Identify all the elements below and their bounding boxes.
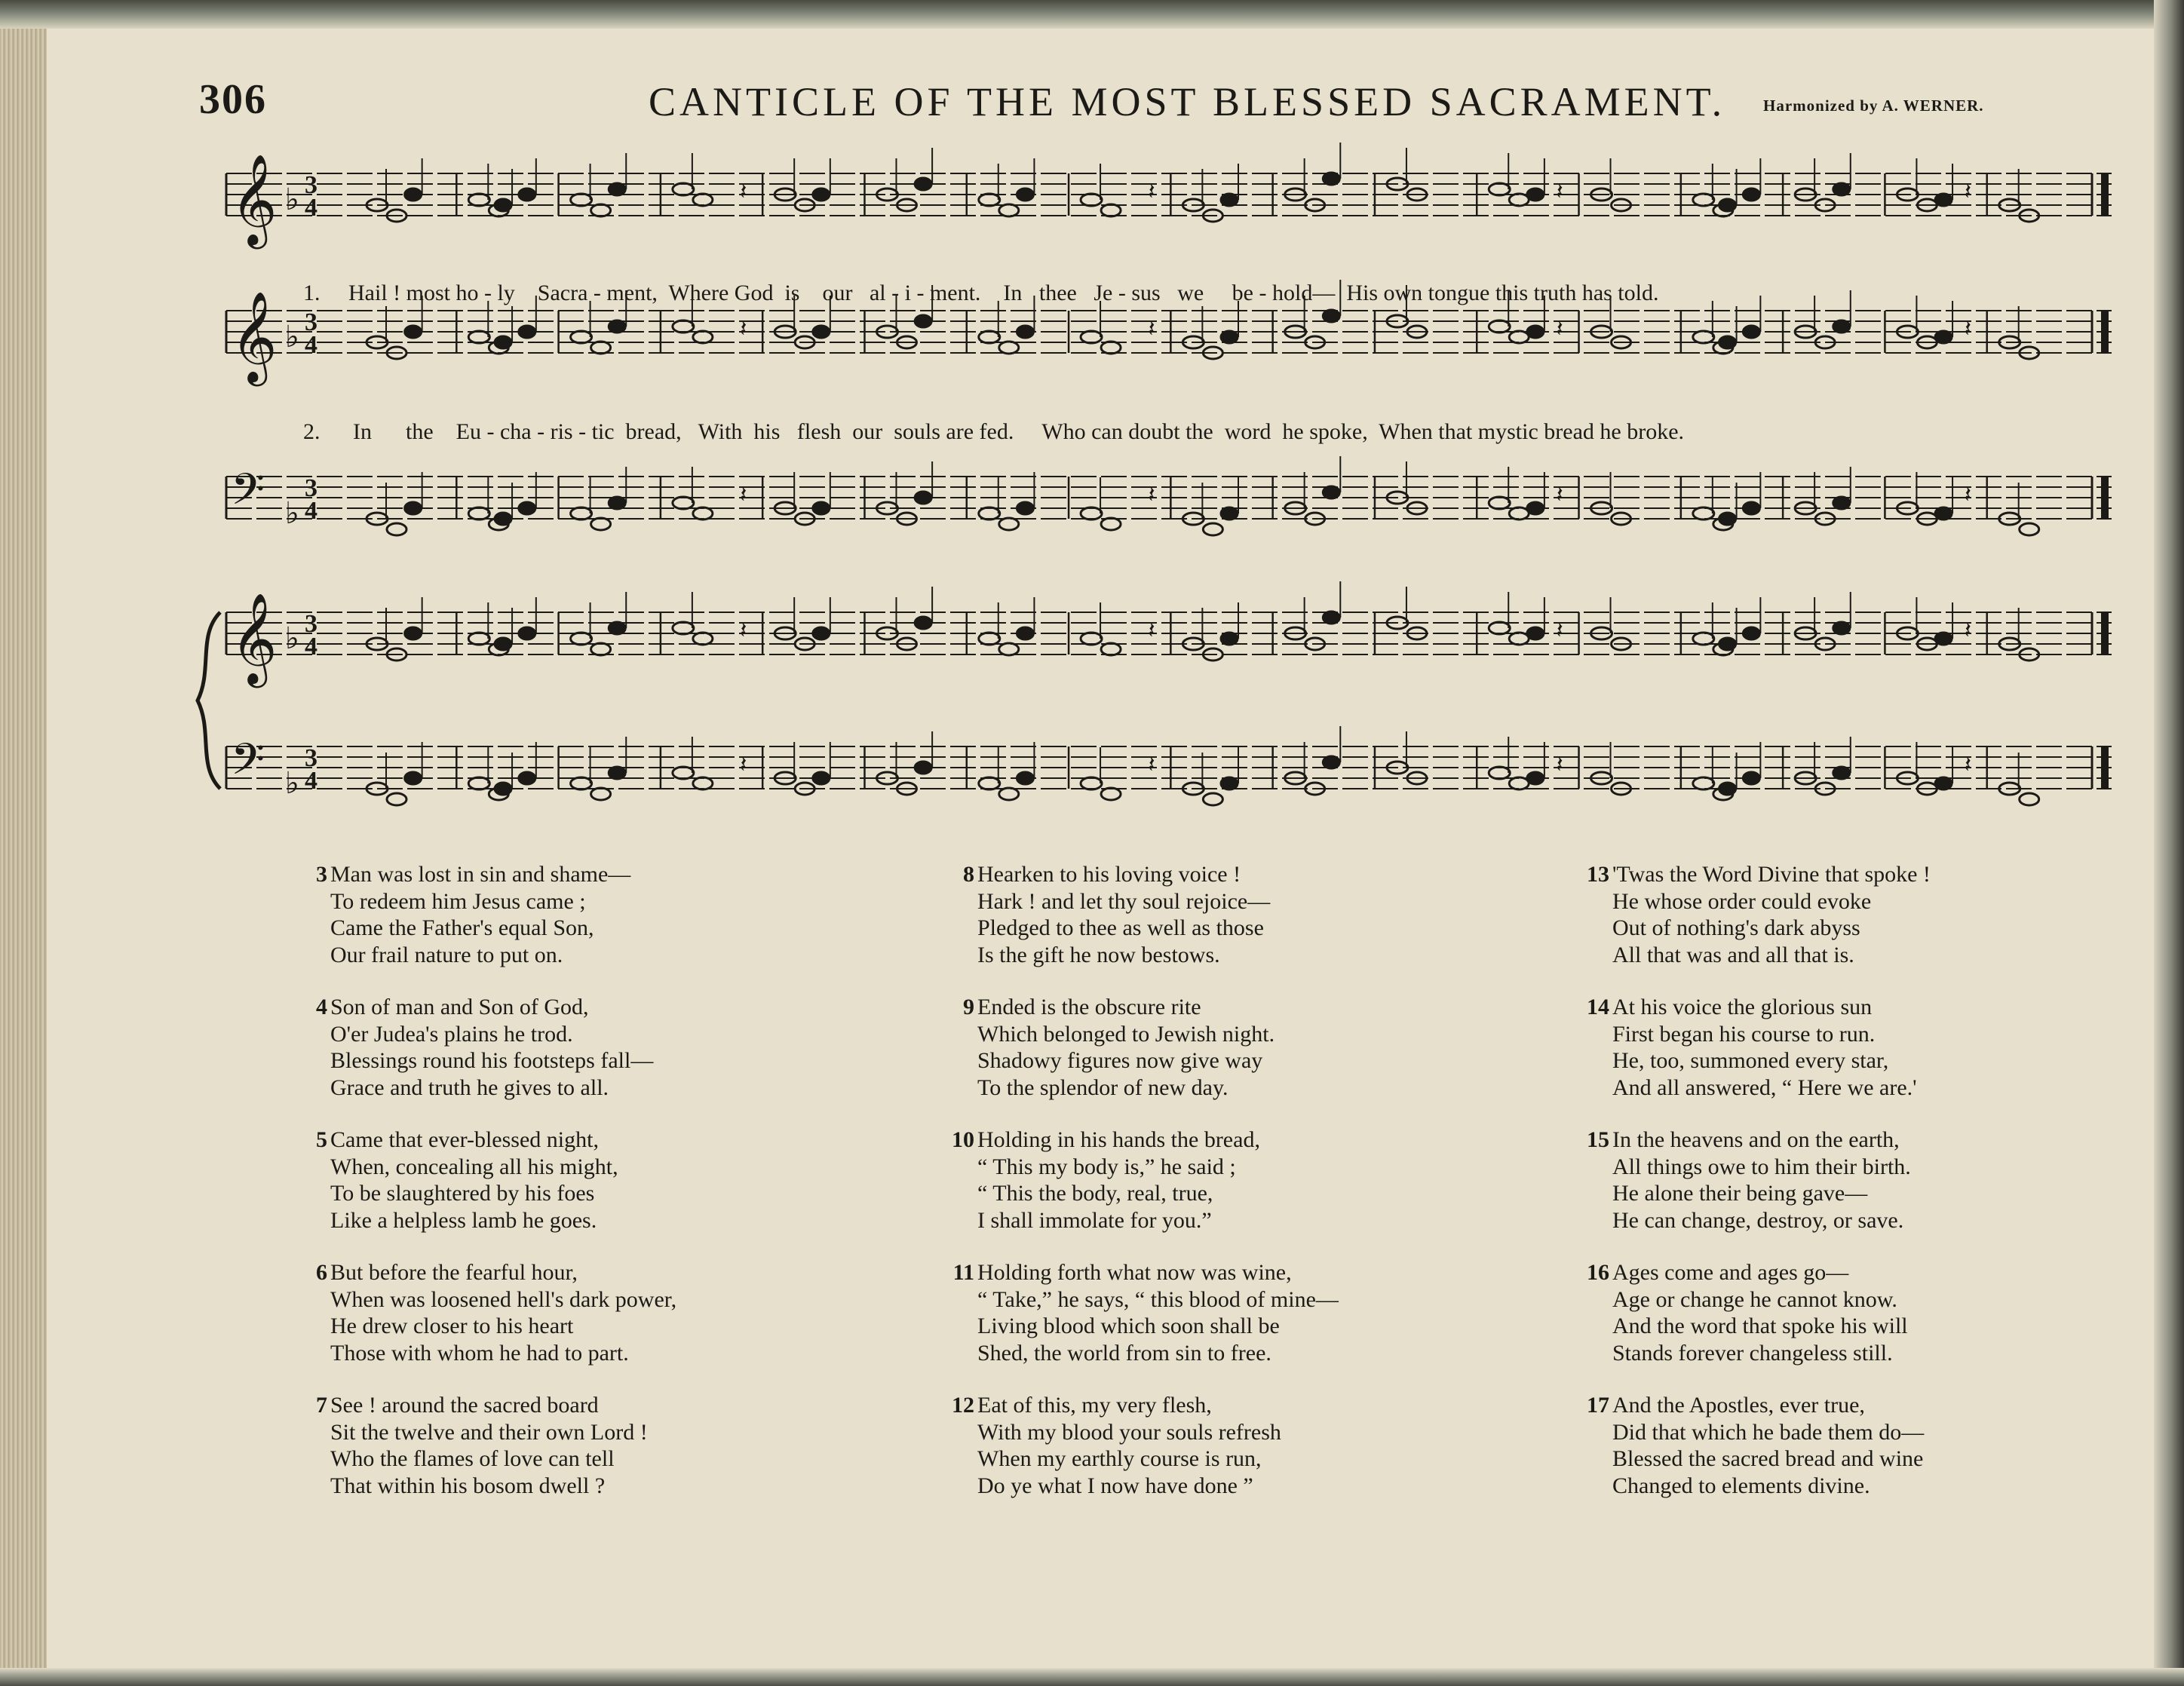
stanza-5 [316,1127,618,1234]
note-head [1527,189,1544,201]
note-head [1323,310,1339,322]
note-head [468,194,489,206]
stanza-number: 17 [1587,1393,1609,1418]
note-head-harmony [2020,793,2039,805]
note-head [1017,772,1033,784]
stanza-line: All things owe to him their birth. [1612,1154,1911,1179]
rest-icon: 𝄽 [1964,483,1971,507]
note-head [673,497,694,509]
stanza-number: 15 [1587,1127,1609,1152]
note-head [1743,326,1759,338]
note-head [571,507,592,520]
note-head [468,777,489,789]
note-head [1743,502,1759,514]
stanza-line: He can change, destroy, or save. [1612,1207,1904,1233]
stanza-line: Ages come and ages go— [1612,1260,1849,1285]
lyric-verse-number-2: 2. [303,419,321,444]
note-head [1693,331,1714,343]
note-head [468,633,489,645]
stanza-line: All that was and all that is. [1612,942,1854,967]
rest-icon: 𝄽 [740,753,747,777]
stanza-line: Grace and truth he gives to all. [330,1074,609,1100]
stanza-11 [952,1259,1339,1366]
stanza-line: Sit the twelve and their own Lord ! [330,1419,648,1445]
stanza-line: Came the Father's equal Son, [330,915,594,940]
note-head [609,497,625,509]
note-head [495,638,511,650]
stanza-line: Blessings round his footsteps fall— [330,1048,654,1073]
stanza-line: See ! around the sacred board [330,1393,599,1418]
note-head [673,622,694,634]
stanza-10 [952,1127,1260,1234]
note-head-harmony [591,342,611,354]
stanza-line: He alone their being gave— [1612,1181,1868,1206]
stanza-13 [1587,861,1931,968]
note-head [1719,783,1736,795]
stanza-number: 7 [316,1393,327,1418]
treble-clef-icon: 𝄞 [231,290,278,382]
treble-clef-icon: 𝄞 [231,153,278,245]
key-signature-flat-icon: ♭ [285,496,299,530]
note-head [1221,331,1238,343]
key-signature-flat-icon: ♭ [285,182,299,216]
note-head [405,189,422,201]
stanza-line: Like a helpless lamb he goes. [330,1207,597,1233]
stanza-line: Man was lost in sin and shame— [330,862,631,887]
brace-icon [198,612,220,789]
note-head-harmony [693,777,713,789]
stanza-line: Holding forth what now was wine, [977,1260,1292,1285]
note-head [1527,326,1544,338]
stanza-number: 11 [952,1260,974,1285]
stanza-line: At his voice the glorious sun [1612,995,1873,1019]
final-barline [2101,746,2109,789]
note-head [1081,331,1102,343]
note-head [495,336,511,348]
stanza-number: 6 [316,1260,327,1285]
note-head [468,331,489,343]
stanza-line: With my blood your souls refresh [977,1419,1281,1445]
note-head [405,627,422,639]
stanza-line: Out of nothing's dark abyss [1612,915,1860,940]
note-head [1935,633,1952,645]
stanza-line: “ This the body, real, true, [977,1181,1213,1206]
note-head-harmony [1101,204,1121,216]
stanza-17 [1587,1392,1925,1499]
stanza-line: He, too, summoned every star, [1612,1048,1889,1073]
note-head [1833,497,1850,509]
note-head-harmony [1101,643,1121,655]
final-barline [2101,612,2109,654]
note-head [1527,627,1544,639]
stanza-15 [1587,1127,1911,1234]
stanza-line: In the heavens and on the earth, [1612,1127,1900,1152]
note-head [571,194,592,206]
note-head-harmony [693,331,713,343]
stanza-line: Shadowy figures now give way [977,1048,1263,1073]
note-head [979,194,1000,206]
stanza-line: But before the fearful hour, [330,1260,578,1285]
note-head-harmony [999,342,1019,354]
note-head-harmony [1101,788,1121,800]
stanza-12 [952,1392,1281,1499]
stanza-3 [316,861,631,968]
note-head [1489,767,1510,779]
note-head-harmony [1101,342,1121,354]
note-head [609,622,625,634]
stanza-line: Changed to elements divine. [1612,1473,1870,1498]
stanza-line: Who the flames of love can tell [330,1446,615,1471]
note-head [1693,194,1714,206]
rest-icon: 𝄽 [740,317,747,342]
stanza-line: When my earthly course is run, [977,1446,1262,1471]
arranger-credit: Harmonized by A. WERNER. [1763,97,1984,115]
stanza-line: That within his bosom dwell ? [330,1473,606,1498]
stanza-9 [963,994,1275,1101]
note-head [1081,194,1102,206]
stanza-line: To be slaughtered by his foes [330,1181,595,1206]
bass-clef-icon: 𝄢 [231,734,265,795]
staff-5 [226,726,2112,805]
rest-icon: 𝄽 [1148,317,1155,342]
note-head [1693,633,1714,645]
stanza-number: 10 [952,1127,974,1152]
note-head [1017,326,1033,338]
stanza-7 [316,1392,648,1499]
note-head-harmony [387,523,406,535]
time-signature-denominator: 4 [305,633,317,661]
rest-icon: 𝄽 [1148,618,1155,643]
stanza-number: 16 [1587,1260,1609,1285]
time-signature-numerator: 3 [305,474,317,502]
bass-clef-icon: 𝄢 [231,464,265,526]
lyric-line-verse-2: In the Eu - cha - ris - tic bread, With his flesh our souls are fed. Who can doubt the word he spoke, When that mystic bread he broke. [353,419,1685,444]
note-head [1719,199,1736,211]
stanza-line: He whose order could evoke [1612,888,1872,914]
rest-icon: 𝄽 [1964,179,1971,204]
note-head [609,320,625,333]
rest-icon: 𝄽 [1964,618,1971,643]
note-head-harmony [591,643,611,655]
rest-icon: 𝄽 [1556,483,1563,507]
note-head-harmony [591,204,611,216]
note-head [1017,627,1033,639]
note-head [979,777,1000,789]
stanza-line: Pledged to thee as well as those [977,915,1264,940]
stanza-line: Do ye what I now have done ” [977,1473,1253,1498]
time-signature-numerator: 3 [305,171,317,199]
note-head [1489,622,1510,634]
time-signature-denominator: 4 [305,331,317,359]
note-head-harmony [1509,777,1529,789]
note-head-harmony [591,518,611,530]
note-head-harmony [999,643,1019,655]
note-head [673,767,694,779]
note-head [813,326,830,338]
stanza-line: First began his course to run. [1612,1021,1876,1047]
note-head [1323,612,1339,624]
key-signature-flat-icon: ♭ [285,766,299,800]
stanza-number: 9 [963,995,974,1019]
rest-icon: 𝄽 [1556,753,1563,777]
note-head [1935,777,1952,789]
note-head [1221,777,1238,789]
stanza-line: I shall immolate for you.” [977,1207,1212,1233]
lyric-line-verse-1: Hail ! most ho - ly Sacra - ment, Where God is our al - i - ment. In thee Je - sus we be - hold— His own tongue this truth has told. [348,280,1659,305]
note-head [915,617,931,629]
note-head [495,783,511,795]
stanza-line: O'er Judea's plains he trod. [330,1021,573,1047]
note-head [1017,502,1033,514]
note-head [1743,627,1759,639]
note-head [1081,777,1102,789]
note-head-harmony [1509,331,1529,343]
note-head [1833,622,1850,634]
note-head-harmony [1203,793,1222,805]
stanza-line: Hearken to his loving voice ! [977,862,1241,887]
note-head-harmony [693,507,713,520]
rest-icon: 𝄽 [1148,483,1155,507]
rest-icon: 𝄽 [1556,179,1563,204]
note-head-harmony [2020,523,2039,535]
time-signature-denominator: 4 [305,497,317,525]
note-head [673,183,694,195]
rest-icon: 𝄽 [1556,317,1563,342]
note-head [609,767,625,779]
rest-icon: 𝄽 [1556,618,1563,643]
note-head [609,183,625,195]
final-barline [2101,477,2109,519]
stanza-line: Those with whom he had to part. [330,1340,629,1366]
stanza-line: Shed, the world from sin to free. [977,1340,1271,1366]
note-head [1081,633,1102,645]
note-head [915,178,931,190]
stanza-6 [316,1259,677,1366]
note-head [571,633,592,645]
note-head [405,502,422,514]
staff-1 [226,143,2112,249]
stanza-line: When was loosened hell's dark power, [330,1286,677,1312]
stanza-line: Holding in his hands the bread, [977,1127,1260,1152]
stanza-number: 12 [952,1393,974,1418]
stanza-line: When, concealing all his might, [330,1154,618,1179]
stanza-line: And the Apostles, ever true, [1612,1393,1865,1418]
note-head [1221,633,1238,645]
note-head [1833,767,1850,779]
stanza-line: Hark ! and let thy soul rejoice— [977,888,1271,914]
note-head [405,326,422,338]
rest-icon: 𝄽 [1148,753,1155,777]
stanza-line: To the splendor of new day. [977,1074,1228,1100]
stanza-line: He drew closer to his heart [330,1314,574,1338]
note-head [1527,502,1544,514]
final-barline [2101,173,2109,216]
note-head [673,320,694,333]
final-barline [2101,311,2109,353]
rest-icon: 𝄽 [1964,753,1971,777]
note-head [1323,486,1339,498]
stanza-line: To redeem him Jesus came ; [330,888,586,914]
rest-icon: 𝄽 [740,179,747,204]
note-head [519,627,535,639]
stanza-line: And all answered, “ Here we are.' [1612,1074,1917,1100]
stanza-8 [963,861,1271,968]
note-head [1081,507,1102,520]
note-head [1323,173,1339,185]
stanza-line: Eat of this, my very flesh, [977,1393,1212,1418]
note-head [1719,336,1736,348]
stanza-line: “ This my body is,” he said ; [977,1154,1236,1179]
stanza-line: Came that ever-blessed night, [330,1127,599,1152]
note-head [1693,777,1714,789]
stanza-number: 4 [316,995,327,1019]
note-head [495,199,511,211]
stanza-line: Which belonged to Jewish night. [977,1021,1275,1047]
note-head-harmony [999,518,1019,530]
note-head-harmony [1101,518,1121,530]
note-head [1719,513,1736,525]
note-head [1743,189,1759,201]
note-head [915,492,931,504]
page-title: CANTICLE OF THE MOST BLESSED SACRAMENT. [649,79,1726,124]
note-head [979,633,1000,645]
stanza-14 [1587,994,1917,1101]
stanza-4 [316,994,654,1101]
book-edge-bottom [0,1668,2184,1686]
rest-icon: 𝄽 [1964,317,1971,342]
note-head [1489,183,1510,195]
note-head-harmony [387,793,406,805]
stanza-line: Son of man and Son of God, [330,995,589,1019]
stanza-line: Stands forever changeless still. [1612,1340,1893,1366]
note-head-harmony [999,204,1019,216]
time-signature-numerator: 3 [305,308,317,336]
stanza-line: Blessed the sacred bread and wine [1612,1446,1924,1471]
time-signature-denominator: 4 [305,194,317,222]
note-head [1017,189,1033,201]
note-head [915,762,931,774]
note-head [813,502,830,514]
note-head-harmony [1509,633,1529,645]
key-signature-flat-icon: ♭ [285,320,299,354]
note-head-harmony [693,633,713,645]
note-head [1323,756,1339,768]
note-head [1527,772,1544,784]
stanza-number: 14 [1587,995,1609,1019]
note-head [979,507,1000,520]
lyric-verse-number-1: 1. [303,280,321,305]
stanza-number: 8 [963,862,974,887]
note-head [468,507,489,520]
note-head [979,331,1000,343]
time-signature-denominator: 4 [305,767,317,795]
rest-icon: 𝄽 [740,483,747,507]
staff-3 [226,456,2112,535]
note-head [1833,183,1850,195]
note-head [1221,194,1238,206]
note-head [1743,772,1759,784]
stanza-line: Our frail nature to put on. [330,942,563,967]
note-head [1935,194,1952,206]
note-head-harmony [1509,507,1529,520]
stanza-line: Ended is the obscure rite [977,995,1201,1019]
note-head [813,627,830,639]
note-head [519,772,535,784]
note-head [1833,320,1850,333]
note-head [1489,320,1510,333]
stanza-16 [1587,1259,1908,1366]
note-head [915,315,931,327]
key-signature-flat-icon: ♭ [285,621,299,655]
stanza-line: And the word that spoke his will [1612,1314,1908,1338]
note-head [405,772,422,784]
page-number: 306 [199,76,267,123]
stanza-number: 3 [316,862,327,887]
note-head [1489,497,1510,509]
note-head [519,326,535,338]
note-head-harmony [693,194,713,206]
note-head [519,189,535,201]
note-head [1935,507,1952,520]
note-head-harmony [999,788,1019,800]
stanza-line: “ Take,” he says, “ this blood of mine— [977,1286,1339,1312]
stanza-line: Age or change he cannot know. [1612,1286,1897,1312]
note-head [813,189,830,201]
rest-icon: 𝄽 [740,618,747,643]
note-head [571,777,592,789]
stanza-number: 13 [1587,862,1609,887]
stanza-line: Is the gift he now bestows. [977,942,1220,967]
stanza-number: 5 [316,1127,327,1152]
rest-icon: 𝄽 [1148,179,1155,204]
stanza-line: Did that which he bade them do— [1612,1419,1925,1445]
note-head [1719,638,1736,650]
note-head [1935,331,1952,343]
note-head-harmony [591,788,611,800]
time-signature-numerator: 3 [305,610,317,638]
note-head [571,331,592,343]
note-head-harmony [1509,194,1529,206]
note-head [1693,507,1714,520]
stanza-line: Living blood which soon shall be [977,1314,1280,1338]
note-head [1221,507,1238,520]
note-head [813,772,830,784]
note-head [495,513,511,525]
note-head-harmony [1203,523,1222,535]
note-head [519,502,535,514]
treble-clef-icon: 𝄞 [231,592,278,684]
time-signature-numerator: 3 [305,744,317,772]
stanza-line: 'Twas the Word Divine that spoke ! [1612,862,1931,887]
staff-4 [226,581,2112,688]
